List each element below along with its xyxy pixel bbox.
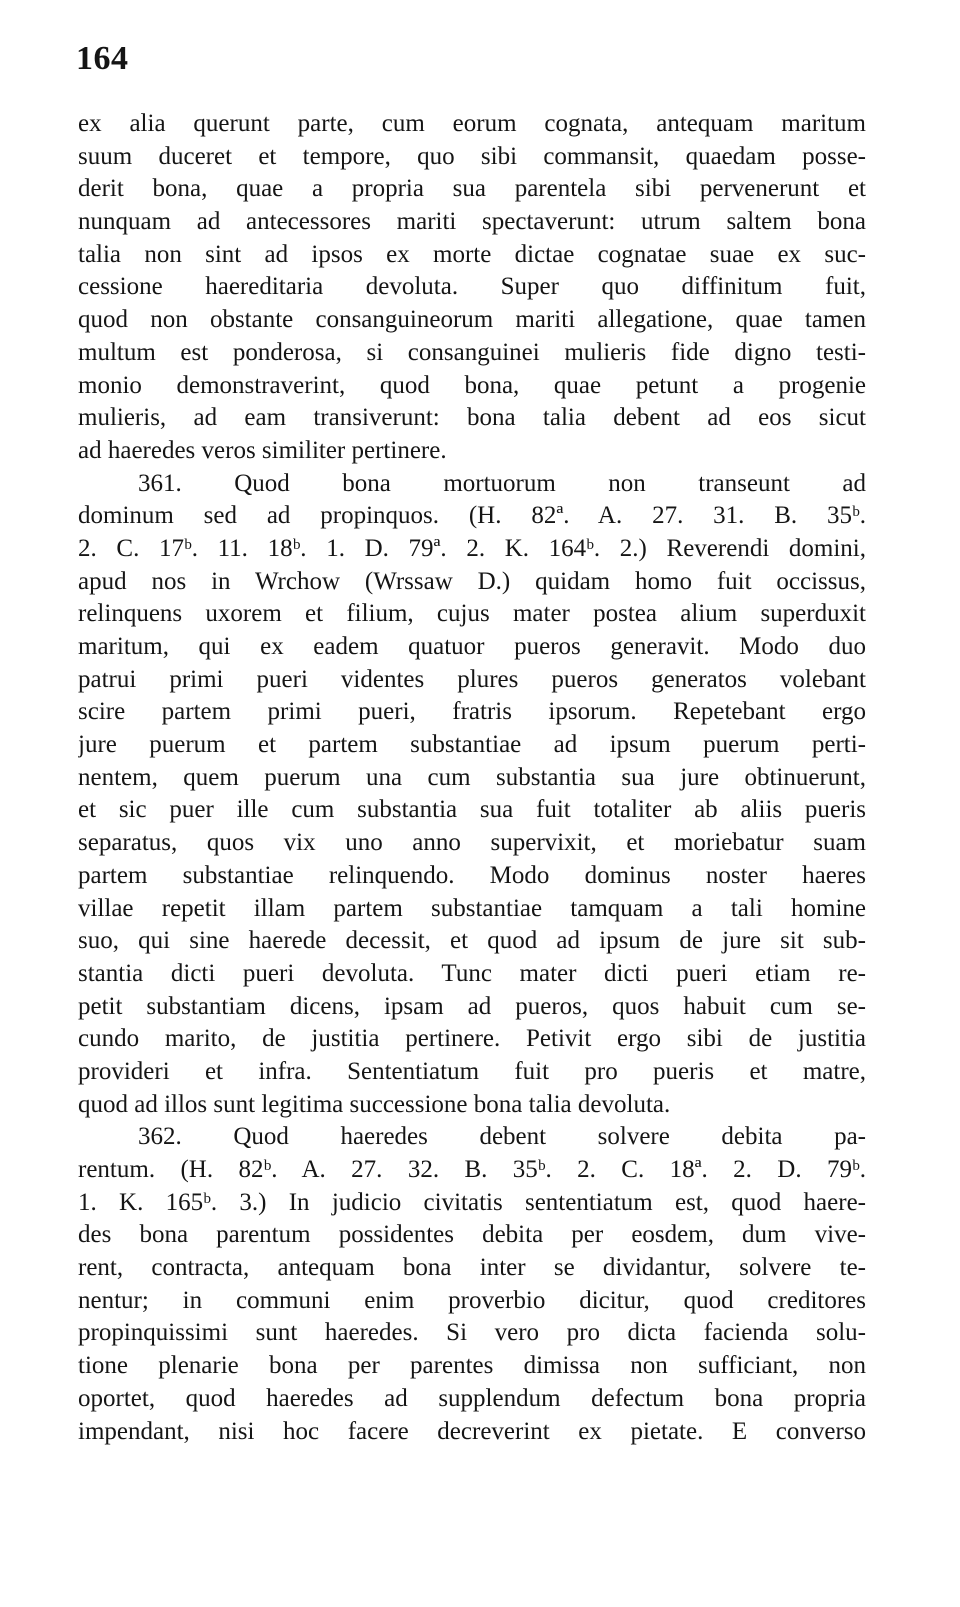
text-line: rent, contracta, antequam bona inter se dividantur, solvere te- [78, 1254, 866, 1282]
text-line: multum est ponderosa, si consanguinei mulieris fide digno testi- [78, 338, 866, 366]
text-line: propinquissimi sunt haeredes. Si vero pro dicta facienda solu- [78, 1319, 866, 1347]
text-line: villae repetit illam partem substantiae tamquam a tali homine [78, 894, 866, 922]
text-line: mulieris, ad eam transiverunt: bona talia debent ad eos sicut [78, 404, 866, 432]
text-line: suo, qui sine haerede decessit, et quod ad ipsum de jure sit sub- [78, 927, 866, 955]
text-line: rentum. (H. 82ᵇ. A. 27. 32. B. 35ᵇ. 2. C. 18ª. 2. D. 79ᵇ. [78, 1156, 866, 1183]
text-line: 1. K. 165ᵇ. 3.) In judicio civitatis sententiatum est, quod haere- [78, 1188, 866, 1216]
text-line: scire partem primi pueri, fratris ipsorum. Repetebant ergo [78, 698, 866, 726]
text-line: ex alia querunt parte, cum eorum cognata, antequam maritum [78, 110, 866, 137]
text-line: tione plenarie bona per parentes dimissa non sufficiant, non [78, 1352, 866, 1380]
text-line: oportet, quod haeredes ad supplendum defectum bona propria [78, 1384, 866, 1412]
text-line: quod non obstante consanguineorum mariti allegatione, quae tamen [78, 306, 866, 334]
text-line: des bona parentum possidentes debita per eosdem, dum vive- [78, 1221, 866, 1249]
text-line: impendant, nisi hoc facere decreverint ex pietate. E converso [78, 1417, 866, 1445]
text-line: ad haeredes veros similiter pertinere. [78, 436, 447, 464]
text-line: 362. Quod haeredes debent solvere debita pa- [138, 1123, 866, 1151]
text-line: nunquam ad antecessores mariti spectaverunt: utrum saltem bona [78, 208, 866, 236]
text-line: jure puerum et partem substantiae ad ipsum puerum perti- [78, 731, 866, 759]
text-line: cessione haereditaria devoluta. Super quo diffinitum fuit, [78, 273, 866, 301]
text-line: 2. C. 17ᵇ. 11. 18ᵇ. 1. D. 79ª. 2. K. 164ᵇ. 2.) Reverendi domini, [78, 534, 866, 562]
text-line: stantia dicti pueri devoluta. Tunc mater dicti pueri etiam re- [78, 959, 866, 987]
text-line: patrui primi pueri videntes plures pueros generatos volebant [78, 665, 866, 693]
text-line: apud nos in Wrchow (Wrssaw D.) quidam homo fuit occissus, [78, 567, 866, 595]
text-line: talia non sint ad ipsos ex morte dictae cognatae suae ex suc- [78, 240, 866, 268]
text-line: nentur; in communi enim proverbio dicitur, quod creditores [78, 1286, 866, 1314]
text-line: relinquens uxorem et filium, cujus mater postea alium superduxit [78, 600, 866, 628]
page-number: 164 [76, 40, 129, 77]
text-line: et sic puer ille cum substantia sua fuit totaliter ab aliis pueris [78, 796, 866, 824]
text-line: quod ad illos sunt legitima successione bona talia devoluta. [78, 1090, 671, 1118]
text-line: provideri et infra. Sententiatum fuit pro pueris et matre, [78, 1057, 866, 1085]
text-line: cundo marito, de justitia pertinere. Petivit ergo sibi de justitia [78, 1025, 866, 1053]
text-line: suum duceret et tempore, quo sibi commansit, quaedam posse- [78, 142, 866, 170]
text-line: monio demonstraverint, quod bona, quae petunt a progenie [78, 371, 866, 399]
text-line: maritum, qui ex eadem quatuor pueros generavit. Modo duo [78, 633, 866, 660]
body-text [78, 108, 866, 1448]
text-line: partem substantiae relinquendo. Modo dominus noster haeres [78, 861, 866, 889]
text-line: 361. Quod bona mortuorum non transeunt ad [138, 469, 866, 497]
text-line: derit bona, quae a propria sua parentela sibi pervenerunt et [78, 175, 866, 203]
text-line: dominum sed ad propinquos. (H. 82ª. A. 27. 31. B. 35ᵇ. [78, 502, 866, 530]
text-line: nentem, quem puerum una cum substantia sua jure obtinuerunt, [78, 763, 866, 791]
text-line: petit substantiam dicens, ipsam ad pueros, quos habuit cum se- [78, 992, 866, 1020]
text-line: separatus, quos vix uno anno supervixit, et moriebatur suam [78, 829, 866, 857]
